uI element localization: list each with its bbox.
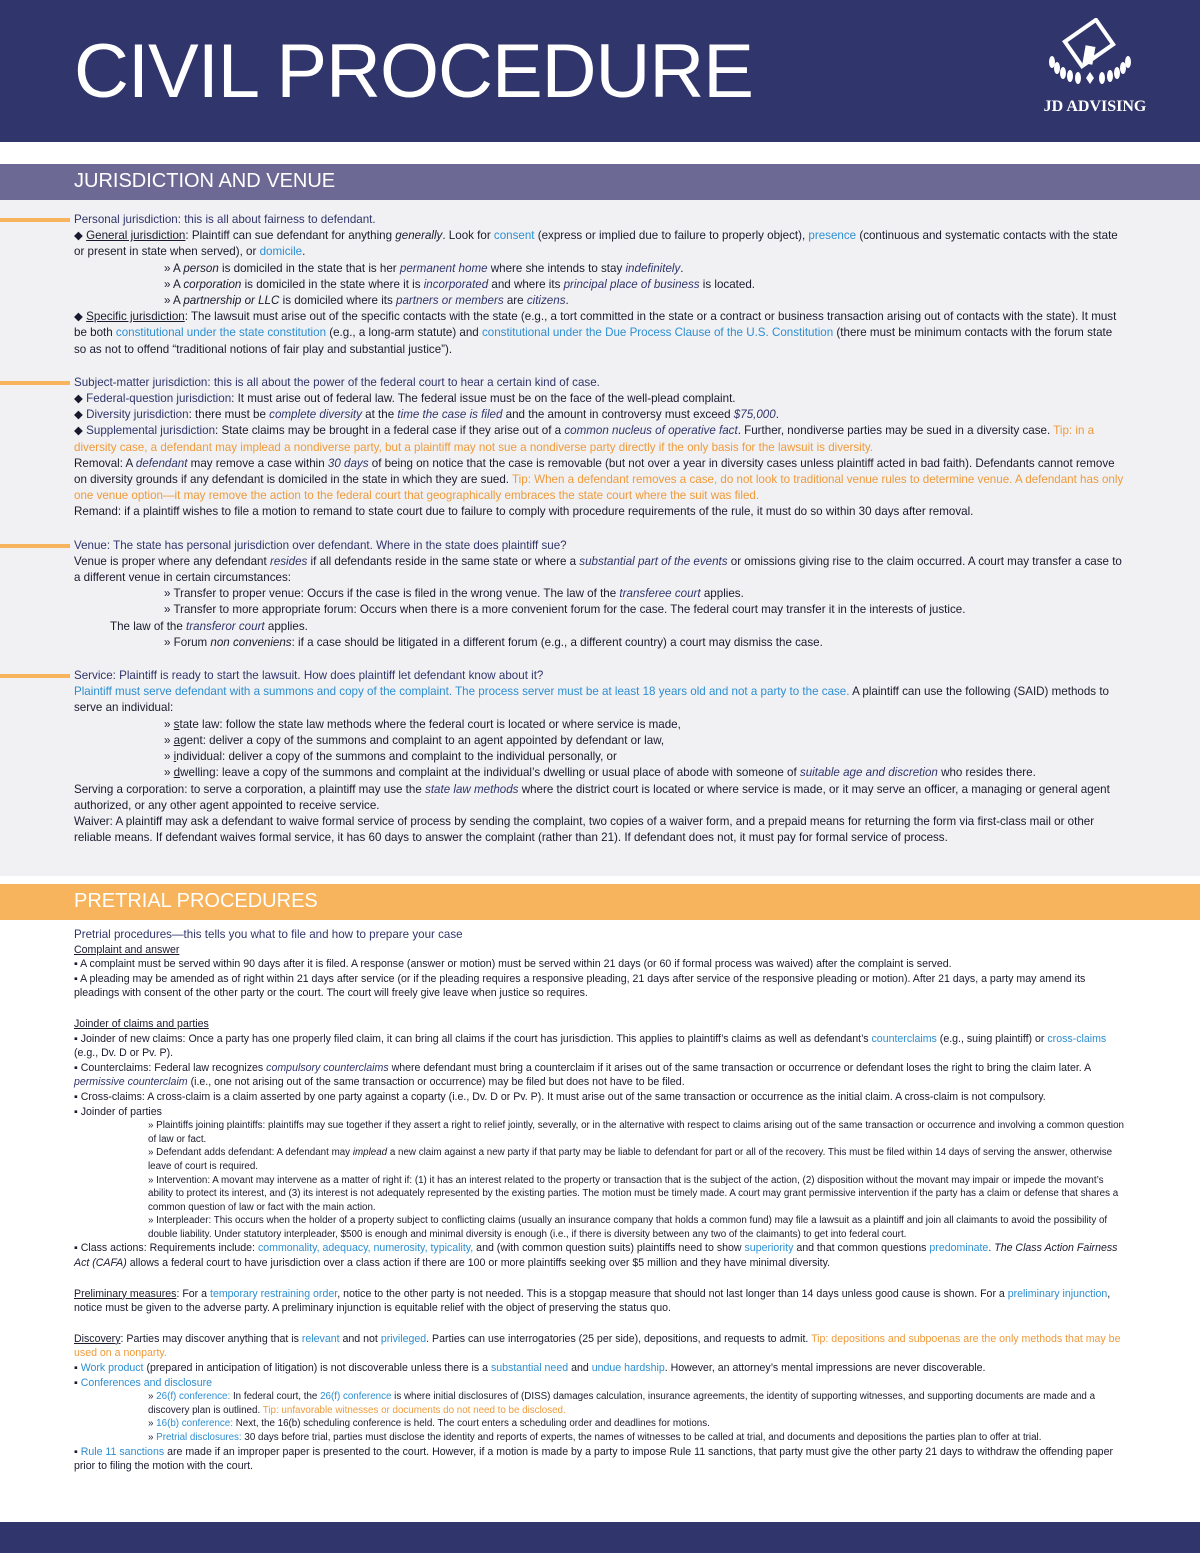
section-band-jurisdiction xyxy=(0,164,1200,200)
impleader: » Defendant adds defendant: A defendant may implead a new claim against a new party if that party may be liable to defendant for part or all of the recovery. This must be filed within 14 days of serving the answer, otherwise leave of court is required. xyxy=(148,1147,1113,1172)
joinder-heading: Joinder of claims and parties xyxy=(74,1017,209,1030)
book-laurel-icon xyxy=(1030,18,1160,98)
discovery: Discovery: Parties may discover anything that is relevant and not privileged. Parties can use interrogatories (25 per side), depositions, and requests to admit. Tip: depositions and subpoenas are the only methods that may be used on a nonparty. xyxy=(74,1332,1121,1360)
preliminary-measures: Preliminary measures: For a temporary restraining order, notice to the other party is not needed. This is a stopgap measure that should not last longer than 14 days unless good cause is shown. For a preliminary injunction, notice must be given to the adverse party. A preliminary injunction is equitable relief with the object of preserving the status quo. xyxy=(74,1287,1111,1315)
orange-rule xyxy=(0,544,70,548)
page-header xyxy=(0,0,1200,142)
domicile-partnership: » A partnership or LLC is domiciled where its partners or members are citizens. xyxy=(164,294,569,308)
federal-question: ◆ Federal-question jurisdiction: It must arise out of federal law. The federal issue must be on the face of the well-plead complaint. xyxy=(74,392,736,406)
pretrial-disclosures: » Pretrial disclosures: 30 days before trial, parties must disclose the identity and reports of experts, the names of witnesses to be called at trial, and documents and depositions the parties plan to offer at trial. xyxy=(148,1432,1042,1443)
joinder-parties: ▪ Joinder of parties xyxy=(74,1105,162,1118)
pretrial-content xyxy=(74,928,1124,1474)
smj-heading: Subject-matter jurisdiction: this is all about the power of the federal court to hear a certain kind of case. xyxy=(74,375,600,389)
transfer-forum-law: The law of the transferor court applies. xyxy=(110,619,308,633)
waiver: Waiver: A plaintiff may ask a defendant to waive formal service of process by sending the complaint, two copies of a waiver form, and a prepaid means for returning the form via first-class mail or other reliable means. If defendant waives formal service, it has 60 days to answer the complaint (rather than 21). If defendant does not, it must pay for formal service of process. xyxy=(74,814,1095,845)
service-heading: Service: Plaintiff is ready to start the lawsuit. How does plaintiff let defendant know about it? xyxy=(74,669,544,683)
class-actions: ▪ Class actions: Requirements include: commonality, adequacy, numerosity, typicality, and (with common question suits) plaintiffs need to show superiority and that common questions predominate. The Class Action Fairness Act (CAFA) allows a federal court to have jurisdiction over a class action if there are 100 or more plaintiffs seeking over $5 million and they have minimal diversity. xyxy=(74,1242,1118,1270)
service-rule: Plaintiff must serve defendant with a summons and copy of the complaint. The process server must be at least 18 years old and not a party to the case. A plaintiff can use the following (SAID) methods to serve an individual: xyxy=(74,685,1109,715)
domicile-corporation: » A corporation is domiciled in the state where it is incorporated and where its principal place of business is located. xyxy=(164,277,755,291)
venue-heading: Venue: The state has personal jurisdiction over defendant. Where in the state does plaintiff sue? xyxy=(74,538,567,552)
conference-26f: » 26(f) conference: In federal court, the 26(f) conference is where initial disclosures of (DISS) damages calculation, insurance agreements, the identity of supporting witnesses, and supporting documents are made and a discovery plan is outlined. Tip: unfavorable witnesses or documents do not need to be disclosed. xyxy=(148,1391,1096,1416)
complaint-timing: ▪ A complaint must be served within 90 days after it is filed. A response (answer or motion) must be served within 21 days (or 60 if formal process was waived) after the complaint is served. xyxy=(74,958,952,971)
supplemental: ◆ Supplemental jurisdiction: State claims may be brought in a federal case if they arise out of a common nucleus of operative fact. Further, nondiverse parties may be sued in a diversity case. Tip: in a diversity case, a defendant may implead a nondiverse party, but a plaintiff may not sue a nondiverse party directly if the only basis for the lawsuit is diversity. xyxy=(74,424,1095,454)
cross-claims: ▪ Cross-claims: A cross-claim is a claim asserted by one party against a coparty (i.e., Dv. D or Pv. P). It must arise out of the same transaction or occurrence as the initial claim. A cross-claim is not compulsory. xyxy=(74,1090,1046,1103)
complaint-answer-heading: Complaint and answer xyxy=(74,943,180,956)
pleading-amend: ▪ A pleading may be amended as of right within 21 days after service (or if the pleading requires a responsive pleading, 21 days after service of the responsive pleading or motion). After 21 days, a party may amend its pleadings with consent of the other party or the court. The court will freely give leave when justice so requires. xyxy=(74,972,1086,1000)
said-state-law: » state law: follow the state law methods where the federal court is located or where service is made, xyxy=(164,717,681,731)
page-title: CIVIL PROCEDURE xyxy=(74,29,753,114)
removal: Removal: A defendant may remove a case within 30 days of being on notice that the case is removable (but not over a year in diversity cases unless plaintiff acted in bad faith). Defendants cannot remove on diversity grounds if any defendant is domiciled in the state in which they are sued. Tip: When a defendant removes a case, do not look to traditional venue rules to determine venue. A defendant has only one venue option—it may remove the action to the federal court that geographically embraces the state court where the suit was filed. xyxy=(74,456,1124,503)
said-dwelling: » dwelling: leave a copy of the summons and complaint at the individual’s dwelling or usual place of abode with someone of suitable age and discretion who resides there. xyxy=(164,766,1036,780)
counterclaims: ▪ Counterclaims: Federal law recognizes compulsory counterclaims where defendant must bring a counterclaim if it arises out of the same transaction or occurrence or defendant loses the right to bring the claim later. A permissive counterclaim (i.e., one not arising out of the same transaction or occurrence) may be filed but does not have to be filed. xyxy=(74,1061,1091,1089)
general-jurisdiction: ◆ General jurisdiction: Plaintiff can sue defendant for anything generally. Look for consent (express or implied due to failure to properly object), presence (continuous and systematic contacts with the state or present in state when served), or domicile. xyxy=(74,229,1118,259)
said-agent: » agent: deliver a copy of the summons and complaint to an agent appointed by defendant or law, xyxy=(164,733,665,747)
page-footer xyxy=(0,1522,1200,1553)
said-individual: » individual: deliver a copy of the summons and complaint to the individual personally, or xyxy=(164,750,617,764)
intervention: » Intervention: A movant may intervene as a matter of right if: (1) it has an interest related to the property or transaction that is the subject of the action, (2) disposition without the movant may impair or impede the movant’s ability to protect its interest, and (3) its interest is not adequately represented by the existing parties. The motion must be timely made. A court may grant permissive intervention if the party has a claim or defense that shares a common question of law or fact with the main action. xyxy=(148,1174,1119,1213)
plaintiffs-joining: » Plaintiffs joining plaintiffs: plaintiffs may sue together if they assert a right to relief jointly, severally, or in the alternative with respect to claims arising out of the same transaction or occurrence and involving a common question of law or fact. xyxy=(148,1120,1125,1145)
orange-rule xyxy=(0,381,70,385)
conference-16b: » 16(b) conference: Next, the 16(b) scheduling conference is held. The court enters a scheduling order and deadlines for motions. xyxy=(148,1418,710,1430)
serving-corporation: Serving a corporation: to serve a corporation, a plaintiff may use the state law methods where the district court is located or where service is made, or it may serve an officer, a managing or general agent authorized, or any other agent appointed to receive service. xyxy=(74,782,1110,812)
transfer-forum: » Transfer to more appropriate forum: Occurs when there is a more convenient forum for the case. The federal court may transfer it in the interests of justice. xyxy=(164,603,966,617)
rule-11: ▪ Rule 11 sanctions are made if an improper paper is presented to the court. However, if a motion is made by a party to impose Rule 11 sanctions, that party must give the other party 21 days to withdraw the offending paper prior to filing the motion with the court. xyxy=(74,1445,1113,1473)
remand: Remand: if a plaintiff wishes to file a motion to remand to state court due to failure to comply with procedure requirements of the rule, it must do so within 30 days after removal. xyxy=(74,505,974,519)
section-title-pretrial: PRETRIAL PROCEDURES xyxy=(74,890,318,912)
transfer-proper: » Transfer to proper venue: Occurs if the case is filed in the wrong venue. The law of the transferee court applies. xyxy=(164,587,744,601)
venue-proper: Venue is proper where any defendant resides if all defendants reside in the same state or where a substantial part of the events or omissions giving rise to the claim occurred. A court may transfer a case to a different venue in certain circumstances: xyxy=(74,554,1122,585)
section-band-pretrial xyxy=(0,884,1200,920)
joinder-claims: ▪ Joinder of new claims: Once a party has one properly filed claim, it can bring all claims if the court has jurisdiction. This applies to plaintiff’s claims as well as defendant’s counterclaims (e.g., suing plaintiff) or cross-claims (e.g., Dv. D or Pv. P). xyxy=(74,1032,1107,1060)
specific-jurisdiction: ◆ Specific jurisdiction: The lawsuit must arise out of the specific contacts with the state (e.g., a tort committed in the state or a contract or business transaction arising out of contacts with the state). It must be both constitutional under the state constitution (e.g., a long-arm statute) and constitutional under the Due Process Clause of the U.S. Constitution (there must be minimum contacts with the forum state so as not to offend “traditional notions of fair play and substantial justice”). xyxy=(74,310,1117,356)
orange-rule xyxy=(0,674,70,678)
jd-advising-logo xyxy=(1030,18,1160,128)
diversity: ◆ Diversity jurisdiction: there must be complete diversity at the time the case is filed and the amount in controversy must exceed $75,000. xyxy=(74,408,779,422)
pretrial-heading: Pretrial procedures—this tells you what to file and how to prepare your case xyxy=(74,928,463,941)
section-title-jurisdiction: JURISDICTION AND VENUE xyxy=(74,170,336,192)
interpleader: » Interpleader: This occurs when the holder of a property subject to conflicting claims (usually an insurance company that holds a common fund) may file a lawsuit as a plaintiff and join all claimants to avoid the possibility of double liability. Under statutory interpleader, $500 is enough and minimal diversity is enough (i.e., if there is diversity between any two of the claimants) to get into federal court. xyxy=(148,1215,1108,1240)
brand-name: JD ADVISING xyxy=(1043,98,1147,115)
forum-non-conveniens: » Forum non conveniens: if a case should be litigated in a different forum (e.g., a different country) a court may dismiss the case. xyxy=(164,635,823,649)
orange-rule xyxy=(0,218,70,222)
jurisdiction-content xyxy=(74,212,1124,846)
domicile-person: » A person is domiciled in the state that is her permanent home where she intends to stay indefinitely. xyxy=(164,261,684,275)
pj-heading: Personal jurisdiction: this is all about fairness to defendant. xyxy=(74,213,376,226)
work-product: ▪ Work product (prepared in anticipation of litigation) is not discoverable unless there is a substantial need and undue hardship. However, an attorney’s mental impressions are never discoverable. xyxy=(74,1362,986,1375)
conferences-disclosure: ▪ Conferences and disclosure xyxy=(74,1376,213,1389)
